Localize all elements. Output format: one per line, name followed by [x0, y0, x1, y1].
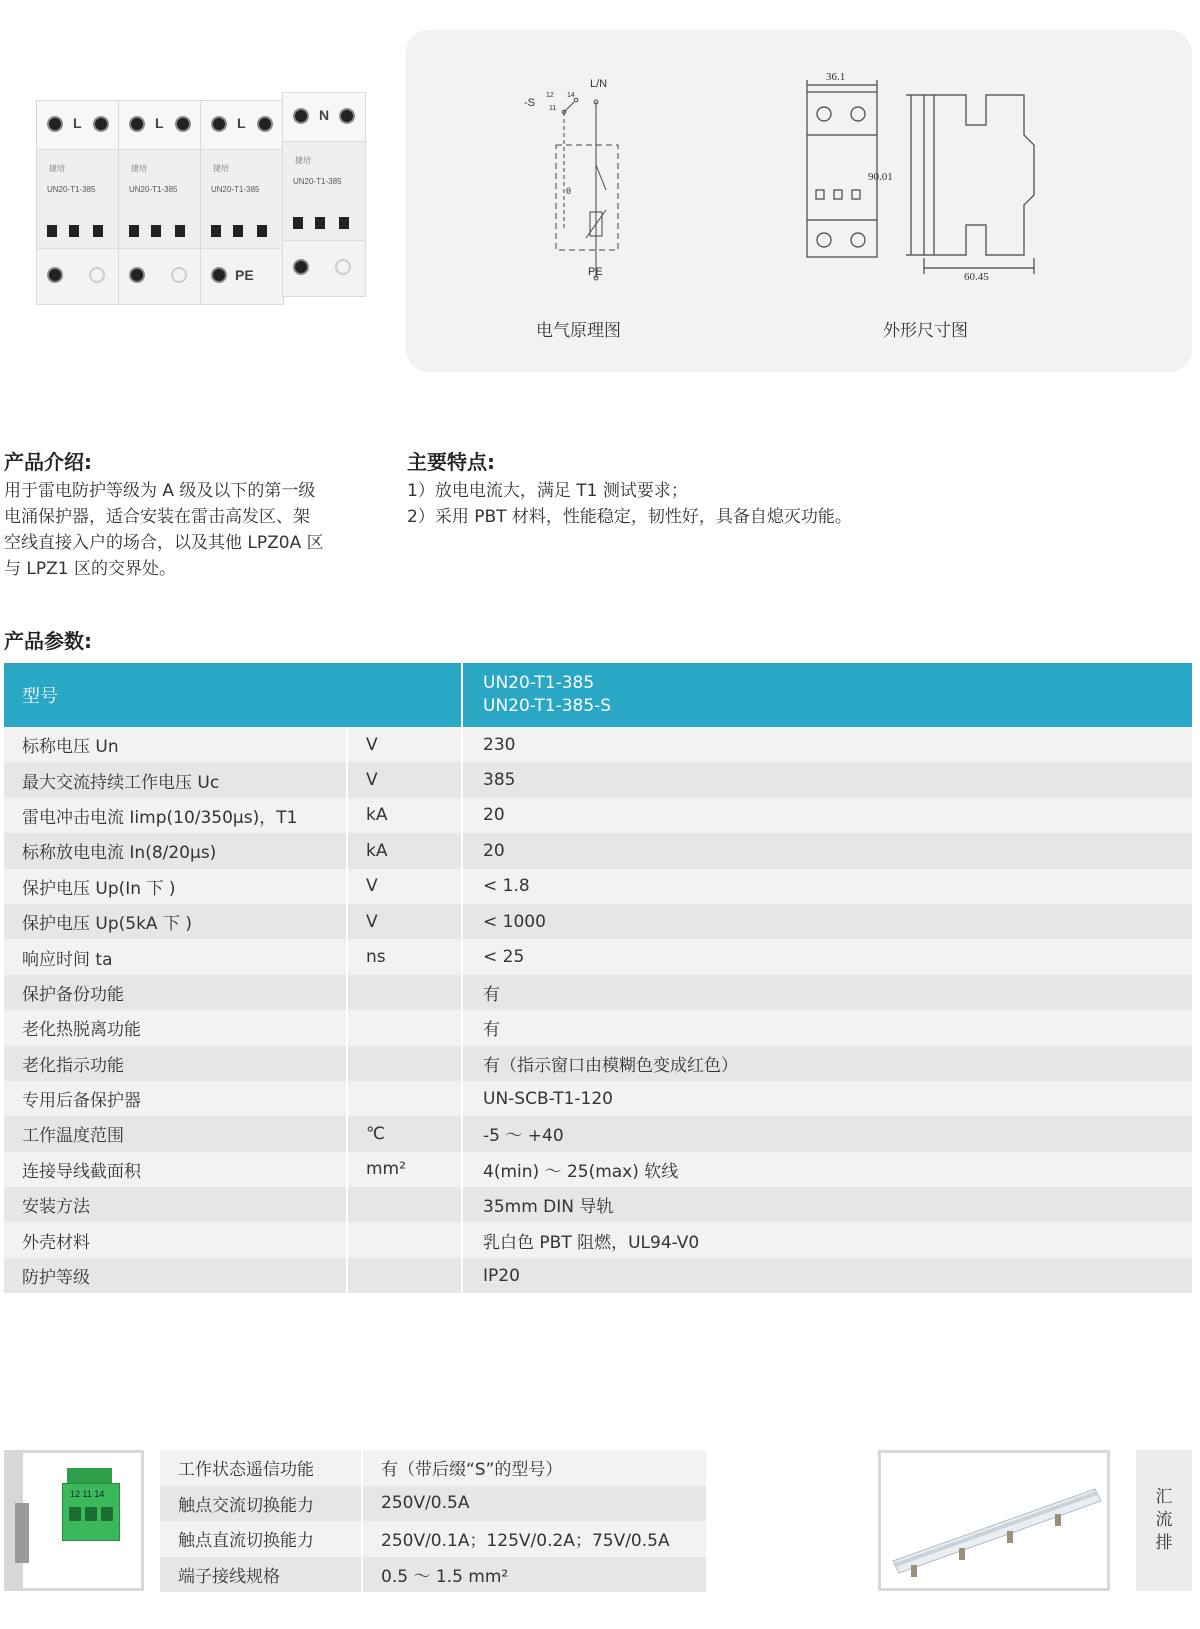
- spec-table-header: [4, 663, 1192, 727]
- product-photo: [22, 92, 382, 302]
- pe-label: PE: [235, 267, 254, 283]
- spec-name: 专用后备保护器: [4, 1081, 348, 1116]
- spec-row: [4, 1046, 1192, 1081]
- feature-item: 2）采用 PBT 材料，性能稳定，韧性好，具备自熄灭功能。: [407, 507, 852, 527]
- spec-name: 老化热脱离功能: [4, 1010, 348, 1045]
- intro-line: 用于雷电防护等级为 A 级及以下的第一级: [4, 481, 316, 501]
- busbar-label: [1136, 1450, 1192, 1591]
- remote-row: [160, 1557, 706, 1593]
- spec-unit: [348, 1010, 463, 1045]
- spec-unit: [348, 975, 463, 1010]
- spec-name: 保护备份功能: [4, 975, 348, 1010]
- spec-unit: [348, 1081, 463, 1116]
- remote-value: 250V/0.5A: [381, 1493, 470, 1514]
- schematic-bottom-label: PE: [588, 266, 603, 278]
- spec-name: 雷电冲击电流 Iimp(10/350μs)，T1: [4, 798, 348, 833]
- theta-label: θ: [566, 186, 572, 196]
- remote-value: 0.5 ～ 1.5 mm²: [381, 1566, 509, 1587]
- spec-row: [4, 1116, 1192, 1151]
- module-brand: 捷培: [295, 156, 311, 165]
- side-outline: [906, 95, 1034, 274]
- front-outline: [807, 80, 877, 257]
- module-brand: 捷培: [49, 164, 65, 173]
- busbar-photo: [878, 1450, 1110, 1591]
- spec-value: 有（指示窗口由模糊色变成红色）: [483, 1055, 738, 1076]
- spec-row: [4, 1258, 1192, 1293]
- params-title: 产品参数:: [4, 629, 92, 653]
- spec-row: [4, 1081, 1192, 1116]
- spec-value: < 25: [483, 947, 525, 968]
- spec-value: IP20: [483, 1265, 520, 1286]
- spec-row: [4, 833, 1192, 868]
- diagrams-svg: [406, 30, 1192, 372]
- outline-caption: 外形尺寸图: [883, 321, 968, 341]
- spec-value: < 1.8: [483, 876, 530, 897]
- busbar-label-char: 排: [1155, 1533, 1173, 1553]
- spec-unit: ℃: [348, 1116, 463, 1151]
- remote-row: [160, 1486, 706, 1522]
- spd-module: [200, 100, 284, 305]
- spec-value: -5 ～ +40: [483, 1126, 564, 1147]
- spec-unit: [348, 1258, 463, 1293]
- header-label: 型号: [4, 663, 463, 727]
- diagram-panel: [406, 30, 1192, 372]
- remote-name: 触点交流切换能力: [160, 1486, 363, 1522]
- spec-name: 标称放电电流 In(8/20μs): [4, 833, 348, 868]
- spec-name: 连接导线截面积: [4, 1152, 348, 1187]
- remote-row: [160, 1521, 706, 1557]
- dim-width-top: 36.1: [826, 71, 846, 83]
- header-model: UN20-T1-385-S: [483, 696, 612, 716]
- spec-name: 安装方法: [4, 1187, 348, 1222]
- remote-signal-table: [160, 1450, 706, 1592]
- intro-line: 电涌保护器，适合安装在雷击高发区、架: [4, 507, 310, 527]
- spec-row: [4, 727, 1192, 762]
- module-pole-letter: L: [73, 115, 82, 131]
- remote-name: 工作状态遥信功能: [160, 1450, 363, 1486]
- remote-row: [160, 1450, 706, 1486]
- spec-value: < 1000: [483, 911, 546, 932]
- remote-value: 250V/0.1A；125V/0.2A；75V/0.5A: [381, 1531, 670, 1552]
- contact-14: 14: [567, 92, 575, 99]
- module-pole-letter: L: [237, 115, 246, 131]
- spec-unit: kA: [348, 798, 463, 833]
- intro-title: 产品介绍:: [4, 450, 92, 474]
- terminal-numbers: 12 11 14: [70, 1489, 105, 1499]
- spec-unit: V: [348, 762, 463, 797]
- spec-unit: V: [348, 727, 463, 762]
- spec-row: [4, 1010, 1192, 1045]
- spec-name: 老化指示功能: [4, 1046, 348, 1081]
- features-title: 主要特点:: [407, 450, 495, 474]
- remote-name: 触点直流切换能力: [160, 1521, 363, 1557]
- header-models: [463, 663, 1192, 727]
- header-model: UN20-T1-385: [483, 673, 595, 693]
- spd-module: [282, 92, 366, 297]
- intro-line: 与 LPZ1 区的交界处。: [4, 559, 176, 579]
- spec-unit: V: [348, 904, 463, 939]
- spec-value: 乳白色 PBT 阻燃，UL94-V0: [483, 1232, 700, 1253]
- busbar-label-char: 汇: [1155, 1487, 1173, 1507]
- module-pole-letter: L: [155, 115, 164, 131]
- spec-row: [4, 939, 1192, 974]
- spec-row: [4, 762, 1192, 797]
- module-brand: 捷培: [213, 164, 229, 173]
- spec-row: [4, 1187, 1192, 1222]
- contact-11: 11: [549, 105, 557, 112]
- module-brand: 捷培: [131, 164, 147, 173]
- intro-paragraph: [4, 478, 364, 582]
- feature-item: 1）放电电流大，满足 T1 测试要求；: [407, 481, 688, 501]
- module-model: UN20-T1-385: [129, 185, 178, 194]
- module-model: UN20-T1-385: [293, 177, 342, 186]
- spec-row: [4, 975, 1192, 1010]
- spec-row: [4, 869, 1192, 904]
- contact-12: 12: [546, 92, 554, 99]
- schematic-switch-label: -S: [524, 97, 535, 109]
- spec-unit: V: [348, 869, 463, 904]
- spec-unit: [348, 1187, 463, 1222]
- spec-unit: [348, 1222, 463, 1257]
- spec-unit: [348, 1046, 463, 1081]
- remote-name: 端子接线规格: [160, 1557, 363, 1593]
- dim-height: 90.01: [868, 171, 893, 183]
- spec-name: 外壳材料: [4, 1222, 348, 1257]
- spec-value: UN-SCB-T1-120: [483, 1088, 613, 1109]
- spec-value: 有: [483, 1020, 500, 1041]
- spec-row: [4, 798, 1192, 833]
- spec-value: 有: [483, 984, 500, 1005]
- module-model: UN20-T1-385: [47, 185, 96, 194]
- module-model: UN20-T1-385: [211, 185, 260, 194]
- spec-name: 响应时间 ta: [4, 939, 348, 974]
- spec-row: [4, 1222, 1192, 1257]
- schematic-caption: 电气原理图: [536, 321, 621, 341]
- spec-value: 20: [483, 840, 505, 861]
- spec-row: [4, 1152, 1192, 1187]
- busbar-label-char: 流: [1155, 1510, 1173, 1530]
- intro-line: 空线直接入户的场合，以及其他 LPZ0A 区: [4, 533, 324, 553]
- features-list: [407, 478, 1167, 530]
- spec-value: 35mm DIN 导轨: [483, 1197, 614, 1218]
- spec-value: 20: [483, 805, 505, 826]
- spec-name: 防护等级: [4, 1258, 348, 1293]
- spec-unit: mm²: [348, 1152, 463, 1187]
- terminal-photo: [4, 1450, 144, 1591]
- spec-name: 保护电压 Up(In 下 ): [4, 869, 348, 904]
- spec-name: 工作温度范围: [4, 1116, 348, 1151]
- dim-width-bottom: 60.45: [964, 271, 989, 283]
- spec-name: 最大交流持续工作电压 Uc: [4, 762, 348, 797]
- spec-value: 385: [483, 770, 516, 791]
- spec-table: [4, 663, 1192, 1293]
- busbar-drawing: [881, 1453, 1107, 1588]
- spec-value: 230: [483, 734, 516, 755]
- spd-module: [36, 100, 120, 305]
- spec-name: 保护电压 Up(5kA 下 ): [4, 904, 348, 939]
- spec-row: [4, 904, 1192, 939]
- schematic-top-label: L/N: [590, 78, 608, 90]
- spec-unit: kA: [348, 833, 463, 868]
- spd-module: [118, 100, 202, 305]
- spec-name: 标称电压 Un: [4, 727, 348, 762]
- spec-value: 4(min) ～ 25(max) 软线: [483, 1161, 679, 1182]
- remote-value: 有（带后缀“S”的型号）: [381, 1460, 563, 1481]
- spec-unit: ns: [348, 939, 463, 974]
- module-pole-letter: N: [319, 107, 330, 123]
